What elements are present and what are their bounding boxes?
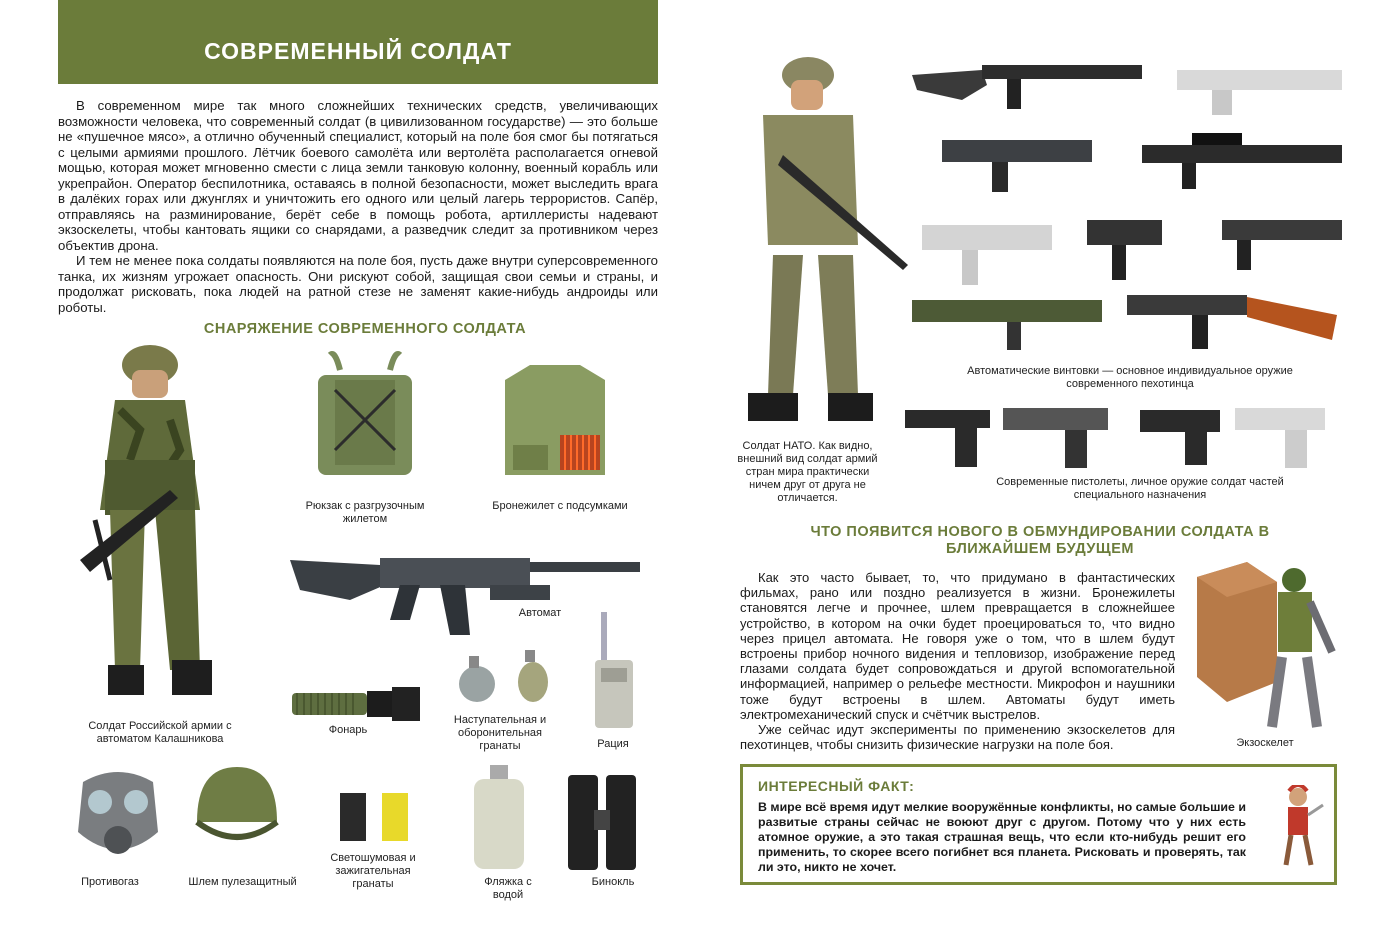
- helmet-illustration: [192, 762, 282, 867]
- flask-caption: Фляжка с водой: [484, 876, 532, 901]
- interesting-fact-box: [740, 764, 1337, 885]
- smg-grey: [922, 225, 1052, 285]
- russian-soldier-illustration: [60, 340, 230, 720]
- rifles-caption: Автоматические винтовки — основное индивидуальное оружие современного пехотинца: [967, 365, 1293, 390]
- flask-illustration: [470, 765, 530, 870]
- pistol-3: [1140, 410, 1220, 465]
- page-title: СОВРЕМЕННЫЙ СОЛДАТ: [204, 38, 512, 64]
- flashlight-illustration: [292, 685, 422, 725]
- pistol-1: [905, 410, 990, 467]
- rifle-m16: [912, 65, 1142, 109]
- radio-illustration: [593, 612, 638, 732]
- vest-illustration: [495, 350, 615, 480]
- roman-soldier-icon: [1271, 785, 1326, 870]
- exoskeleton-illustration: [1192, 562, 1337, 732]
- future-paragraph-1: Как это часто бывает, то, что придумано в фантастических фильмах, рано или поздно реализуется в жизни. Бронежилеты становятся легче и прочнее, шлем превращается в сложнейшее устройство, в котором на очки будет проецироваться то, что видно через прицел автомата. Не говоря уже о том, что в шлем будут встроены прибор ночного видения и тепловизор, изображение перед глазами солдата будет сопровождаться и другой вспомогательной информацией, например о рельефе местности. Микрофон и наушники тоже будут встроены в шлем. Автоматы будут иметь электромеханический спуск и счётчик выстрелов.: [740, 570, 1175, 722]
- backpack-caption: Рюкзак с разгрузочным жилетом: [305, 500, 425, 525]
- intro-paragraph-2: И тем не менее пока солдаты появляются на поле боя, пусть даже внутри суперсовременного танка, их жизням угрожает опасность. Они рискуют собой, защищая свои семьи и страны, и продолжат рисковать, пока людей на ратной стезе не заменят какие-нибудь андроиды или роботы.: [58, 253, 658, 315]
- intro-paragraph-1: В современном мире так много сложнейших технических средств, увеличивающих возможности человека, что современный солдат (в цивилизованном государстве) — это больше не «пушечное мясо», а отлично обученный специалист, который на поле боя смог бы потягаться с целыми армиями прошлого. Лётчик боевого самолёта или вертолёта располагается огневой мощью, которая может мгновенно смести с лица земли танковую колонну, военный корабль или укрепрайон. Оператор беспилотника, оставаясь в полной безопасности, может выследить врага в далёких горах или джунглях и уничтожить его одного или целый лагерь террористов. Сапёр, отправляясь на разминирование, берёт себе в помощь робота, артиллеристы надевают экзоскелеты, чтобы кантовать ящики со снарядами, а разведчик следит за противником через объектив дрона.: [58, 98, 658, 253]
- pistol-2: [1003, 408, 1108, 468]
- gasmask-caption: Противогаз: [81, 876, 139, 888]
- nato-soldier-caption: Солдат НАТО. Как видно, внешний вид солдат армий стран мира практически ничем друг от друга не отличается.: [737, 440, 878, 504]
- rifle-sniper: [1142, 133, 1342, 189]
- flash-grenades-illustration: [340, 778, 415, 843]
- pistols-caption: Современные пистолеты, личное оружие солдат частей специального назначения: [996, 476, 1284, 501]
- intro-text: [58, 98, 658, 315]
- rifle-akm: [1127, 295, 1337, 349]
- smg-mac: [1222, 220, 1342, 270]
- rifle-l85: [912, 300, 1102, 350]
- binoculars-illustration: [568, 775, 638, 870]
- backpack-illustration: [310, 350, 420, 480]
- exoskeleton-caption: Экзоскелет: [1236, 737, 1294, 749]
- helmet-caption: Шлем пулезащитный: [188, 876, 297, 888]
- pistols-row: [905, 405, 1330, 470]
- fact-text: В мире всё время идут мелкие вооружённые конфликты, но самые большие и развитые страны сейчас не воюют друг с другом. Потому что у них есть атомное оружие, а это такая страшная вещь, что если кто-нибудь решит его применить, то скорее всего погибнет вся планета. Рисковать и проверять, так ли это, никто не хочет.: [758, 800, 1246, 874]
- kalashnikov-illustration: [290, 540, 645, 640]
- binoculars-caption: Бинокль: [591, 876, 635, 888]
- equipment-heading: СНАРЯЖЕНИЕ СОВРЕМЕННОГО СОЛДАТА: [203, 321, 527, 337]
- flash-grenades-caption: Светошумовая и зажигательная гранаты: [330, 852, 416, 890]
- nato-soldier-illustration: [738, 55, 908, 435]
- russian-soldier-caption: Солдат Российской армии с автоматом Калашникова: [88, 720, 232, 745]
- gasmask-illustration: [68, 762, 168, 872]
- grenades-caption: Наступательная и оборонительная гранаты: [453, 714, 547, 752]
- flashlight-caption: Фонарь: [328, 724, 368, 736]
- radio-caption: Рация: [597, 738, 629, 750]
- future-text: [740, 570, 1175, 752]
- title-banner: [58, 0, 658, 84]
- vest-caption: Бронежилет с подсумками: [492, 500, 628, 512]
- grenades-illustration: [455, 648, 555, 708]
- rifles-grid: [912, 55, 1342, 355]
- pistol-4: [1235, 408, 1325, 468]
- future-paragraph-2: Уже сейчас идут эксперименты по применению экзоскелетов для пехотинцев, чтобы снизить физические нагрузки на поле боя.: [740, 722, 1175, 753]
- fact-title: ИНТЕРЕСНЫЙ ФАКТ:: [758, 778, 915, 794]
- smg-uzi: [1087, 220, 1162, 280]
- rifle-m4: [942, 140, 1092, 192]
- rifle-grey-1: [1177, 70, 1342, 115]
- rifle-caption: Автомат: [518, 607, 562, 619]
- future-heading: ЧТО ПОЯВИТСЯ НОВОГО В ОБМУНДИРОВАНИИ СОЛДАТА В БЛИЖАЙШЕМ БУДУЩЕМ: [810, 524, 1270, 557]
